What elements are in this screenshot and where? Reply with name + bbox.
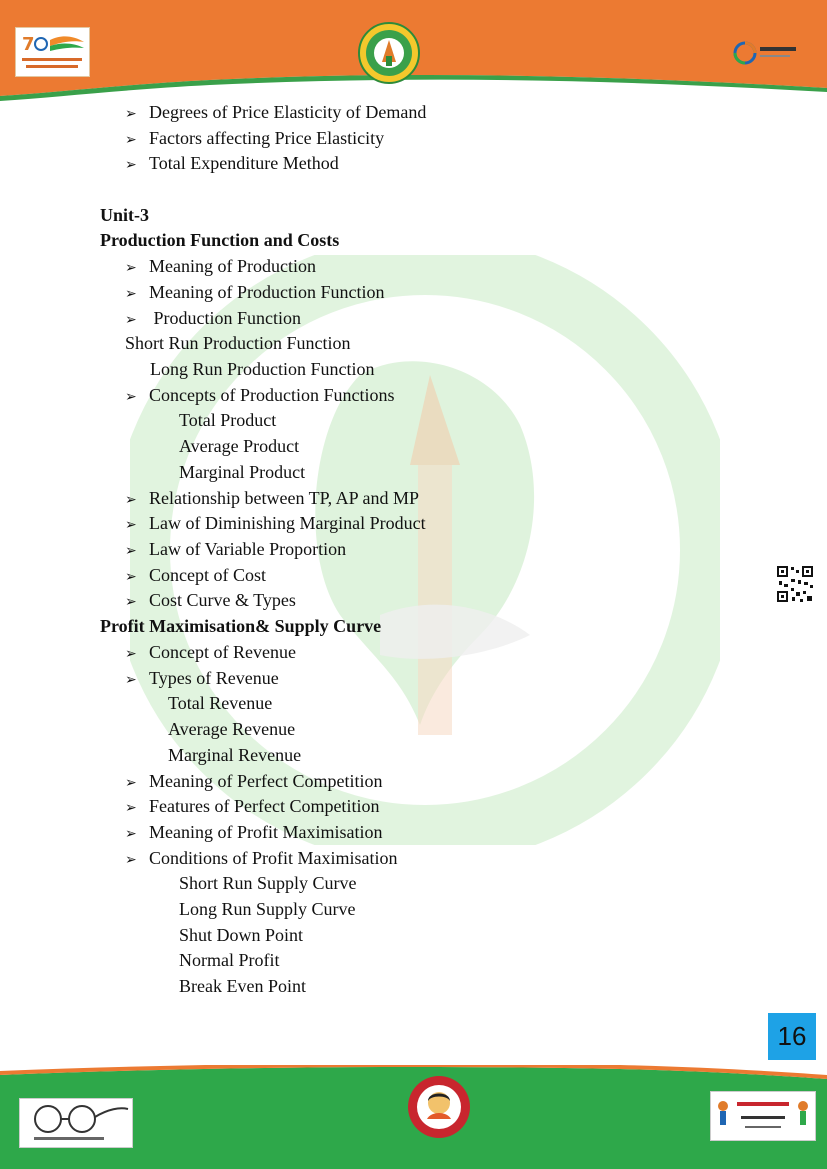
section-heading: Production Function and Costs <box>100 230 340 250</box>
list-item: ➢ Degrees of Price Elasticity of Demand <box>125 101 426 125</box>
sub-item: Total Revenue <box>168 693 273 713</box>
list-item: ➢ Types of Revenue <box>125 667 279 691</box>
page-footer <box>0 1065 827 1169</box>
sub-item: Break Even Point <box>179 976 306 996</box>
sub-item: Long Run Supply Curve <box>179 899 356 919</box>
sub-item: Long Run Production Function <box>150 359 375 379</box>
list-item: ➢ Concepts of Production Functions <box>125 384 395 408</box>
section-heading: Profit Maximisation& Supply Curve <box>100 616 382 636</box>
sub-item: Short Run Supply Curve <box>179 873 357 893</box>
list-item: ➢ Meaning of Profit Maximisation <box>125 821 382 845</box>
sub-item: Marginal Revenue <box>168 745 302 765</box>
bullet-arrow-icon: ➢ <box>125 517 137 533</box>
bullet-arrow-icon: ➢ <box>125 157 137 173</box>
bullet-arrow-icon: ➢ <box>125 646 137 662</box>
bullet-arrow-icon: ➢ <box>125 775 137 791</box>
bullet-arrow-icon: ➢ <box>125 672 137 688</box>
swachh-bharat-logo <box>19 1098 133 1148</box>
list-item: ➢ Concept of Cost <box>125 564 266 588</box>
bullet-arrow-icon: ➢ <box>125 492 137 508</box>
bullet-arrow-icon: ➢ <box>125 132 137 148</box>
sub-item: Average Revenue <box>168 719 296 739</box>
list-item: ➢ Meaning of Production <box>125 255 316 279</box>
list-item: ➢ Relationship between TP, AP and MP <box>125 487 419 511</box>
list-item: ➢ Features of Perfect Competition <box>125 795 379 819</box>
list-item: ➢ Conditions of Profit Maximisation <box>125 847 398 871</box>
page-number-badge: 16 <box>768 1013 816 1060</box>
bullet-arrow-icon: ➢ <box>125 106 137 122</box>
unit-heading: Unit-3 <box>100 205 149 225</box>
sub-item: Average Product <box>179 436 300 456</box>
bullet-arrow-icon: ➢ <box>125 569 137 585</box>
bullet-arrow-icon: ➢ <box>125 826 137 842</box>
list-item: ➢ Concept of Revenue <box>125 641 296 665</box>
sub-item: Shut Down Point <box>179 925 304 945</box>
bullet-arrow-icon: ➢ <box>125 594 137 610</box>
sub-item: Marginal Product <box>179 462 306 482</box>
list-item: ➢ Law of Variable Proportion <box>125 538 346 562</box>
list-item: ➢ Factors affecting Price Elasticity <box>125 127 384 151</box>
bullet-arrow-icon: ➢ <box>125 389 137 405</box>
beti-bachao-beti-padhao-logo <box>407 1075 471 1139</box>
qr-code-icon[interactable] <box>776 565 814 603</box>
list-item: ➢ Cost Curve & Types <box>125 589 296 613</box>
svg-text:7: 7 <box>22 34 35 55</box>
sub-item: Total Product <box>179 410 277 430</box>
shiksha-ka-adhikar-logo <box>710 1091 816 1141</box>
list-item: ➢ Total Expenditure Method <box>125 152 339 176</box>
list-item: ➢ Production Function <box>125 307 301 331</box>
sub-item: Short Run Production Function <box>125 333 351 353</box>
bullet-arrow-icon: ➢ <box>125 543 137 559</box>
bullet-arrow-icon: ➢ <box>125 260 137 276</box>
bullet-arrow-icon: ➢ <box>125 312 137 328</box>
bullet-arrow-icon: ➢ <box>125 852 137 868</box>
list-item: ➢ Law of Diminishing Marginal Product <box>125 512 426 536</box>
sub-item: Normal Profit <box>179 950 280 970</box>
bullet-arrow-icon: ➢ <box>125 286 137 302</box>
list-item: ➢ Meaning of Production Function <box>125 281 384 305</box>
list-item: ➢ Meaning of Perfect Competition <box>125 770 382 794</box>
bullet-arrow-icon: ➢ <box>125 800 137 816</box>
